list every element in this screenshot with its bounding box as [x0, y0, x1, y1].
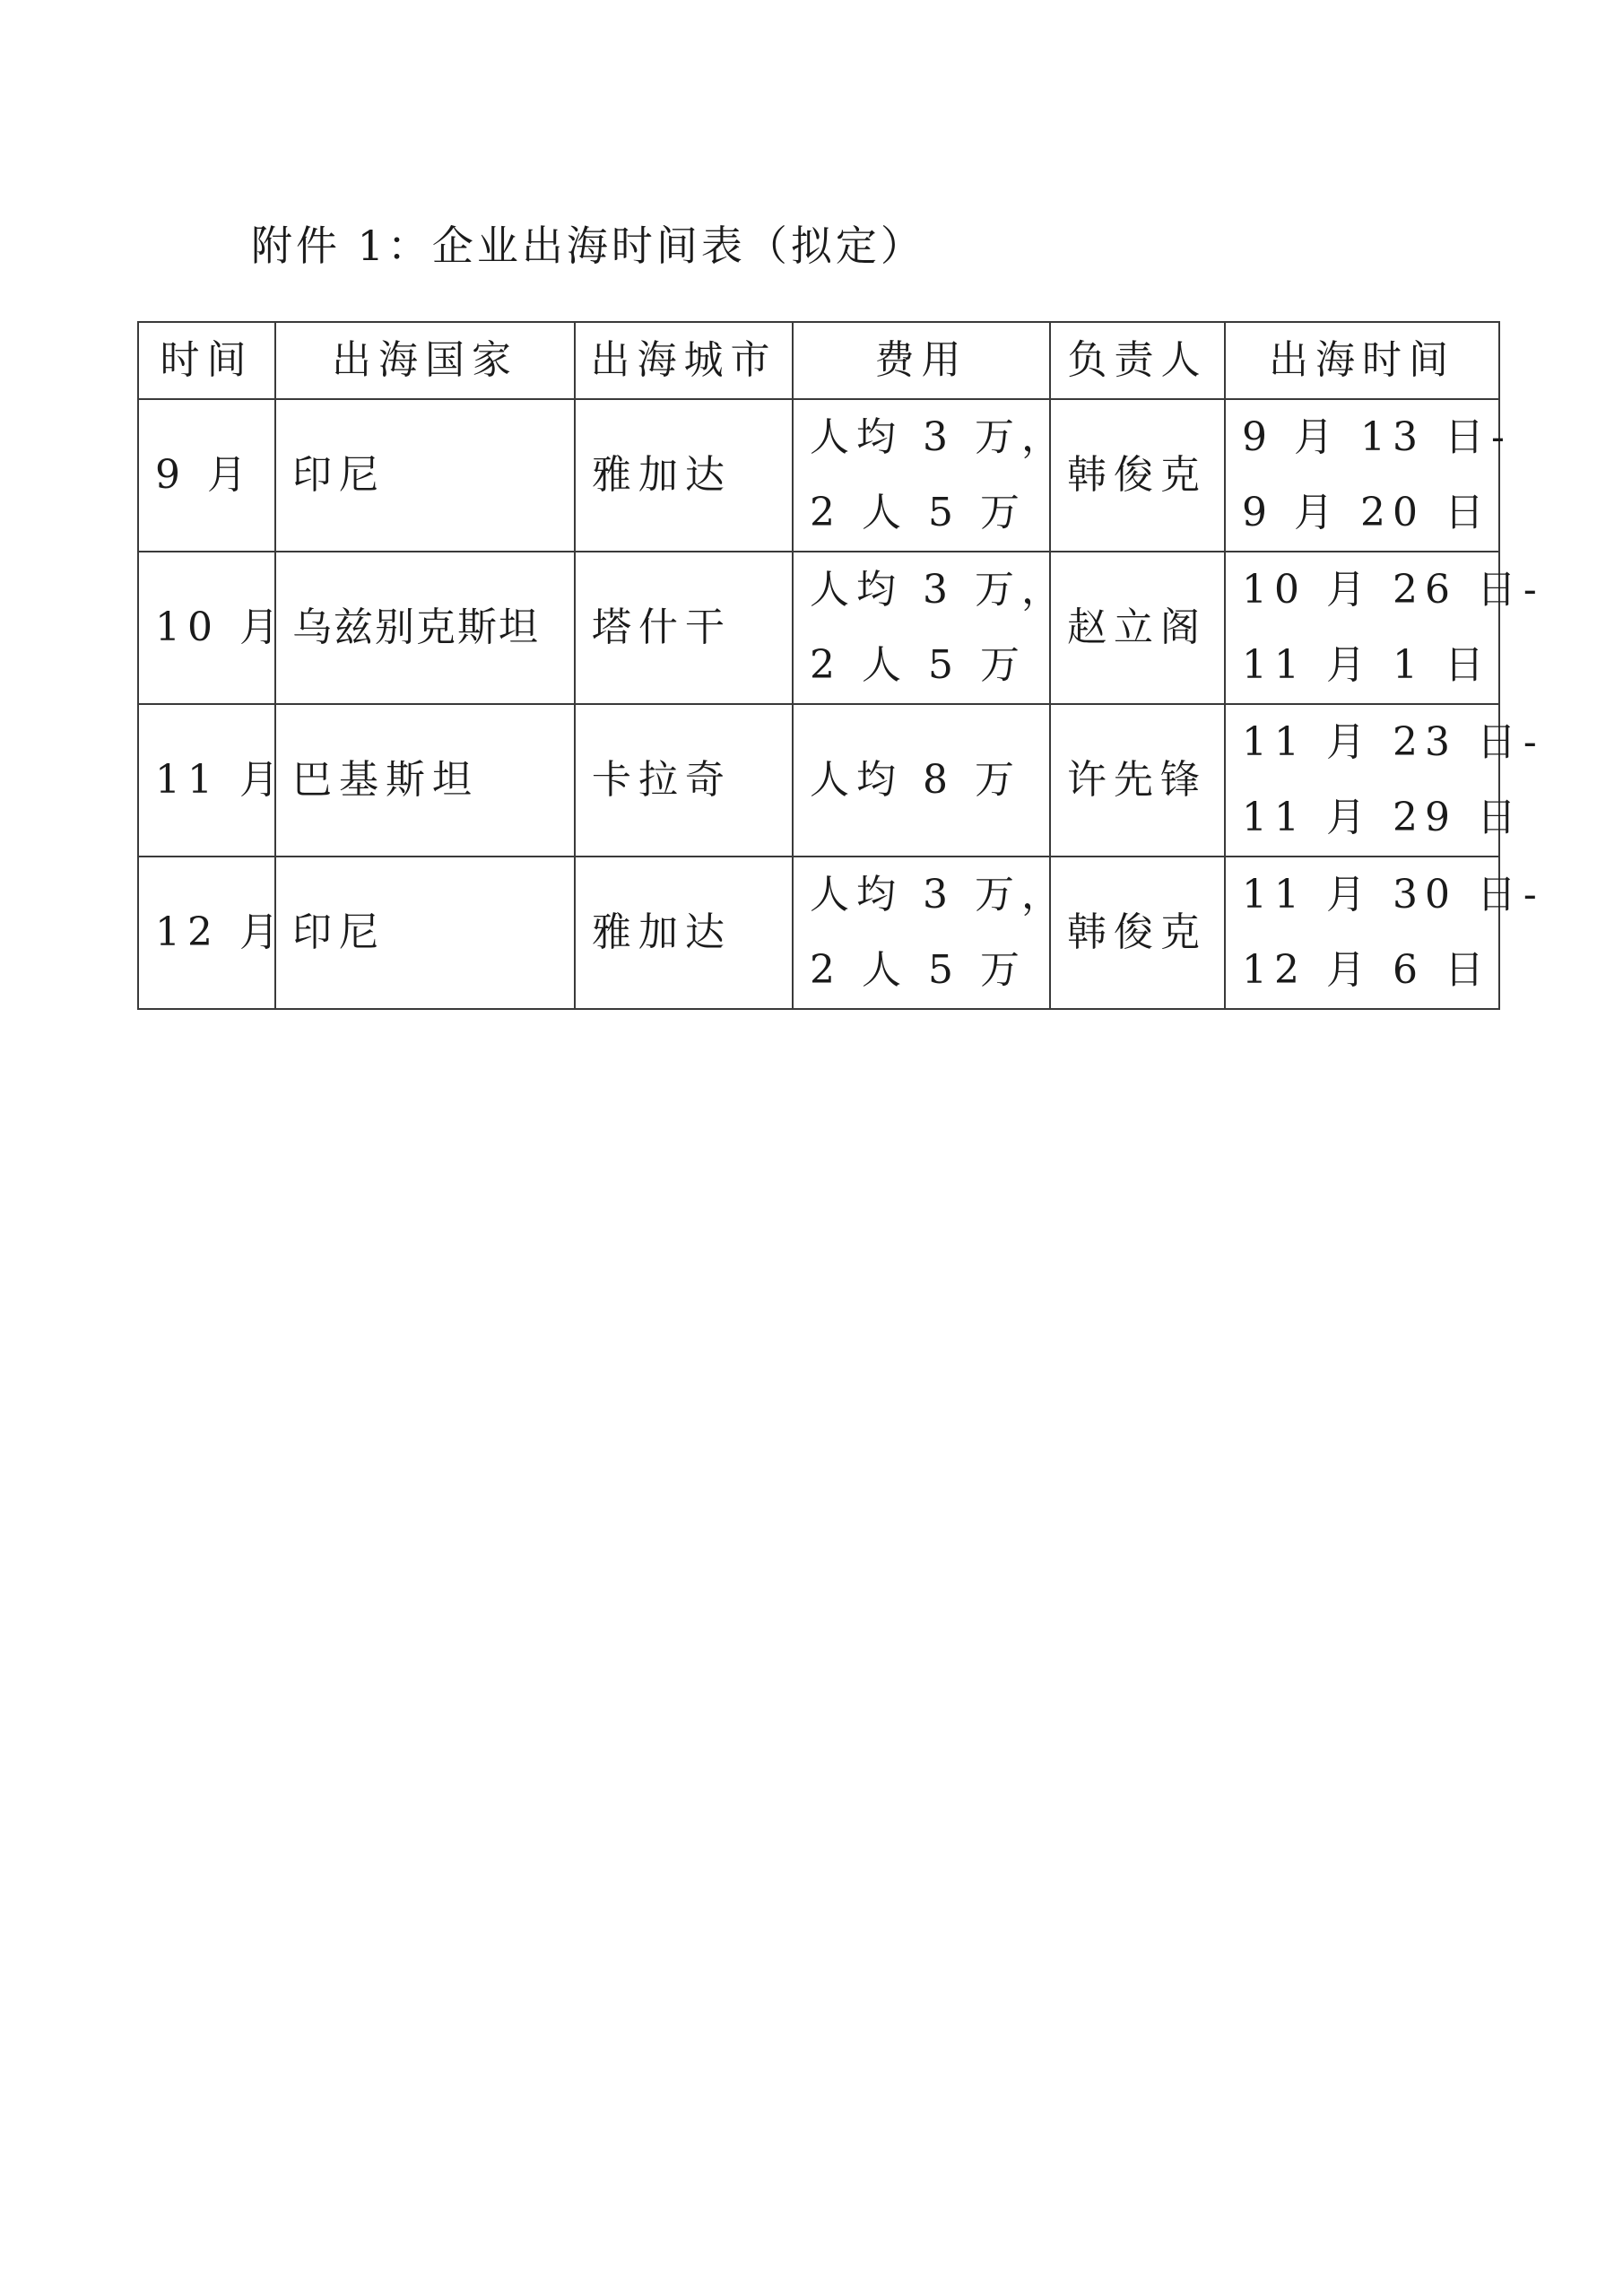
- cell-cost-line: 2 人 5 万: [810, 490, 1027, 535]
- cell-cost-line: 人均 3 万，: [810, 414, 1068, 460]
- cell-cost-line: 人均 8 万: [810, 757, 1021, 803]
- cell-person: 许先锋: [1050, 704, 1225, 857]
- cell-dates-line: 11 月 29 日: [1242, 795, 1523, 840]
- header-dates: 出海时间: [1225, 322, 1499, 399]
- cell-dates-line: 11 月 30 日-: [1242, 872, 1544, 918]
- table-row: [138, 399, 1499, 552]
- cell-country: 印尼: [275, 399, 575, 552]
- page-title: 附件 1：企业出海时间表（拟定）: [251, 222, 925, 270]
- cell-country: 巴基斯坦: [275, 704, 575, 857]
- cell-cost: [793, 857, 1068, 1009]
- cell-cost-line: 人均 3 万，: [810, 567, 1068, 613]
- cell-city: 雅加达: [575, 399, 793, 552]
- cell-dates: [1225, 704, 1544, 857]
- cell-month: 12 月: [138, 857, 275, 1009]
- table-row: [138, 552, 1499, 704]
- header-cost: 费用: [793, 322, 1050, 399]
- cell-city: 塔什干: [575, 552, 793, 704]
- cell-city: 雅加达: [575, 857, 793, 1009]
- table-header-row: [138, 322, 1499, 399]
- cell-city: 卡拉奇: [575, 704, 793, 857]
- cell-month: 9 月: [138, 399, 275, 552]
- cell-dates: [1225, 399, 1512, 552]
- cell-dates: [1225, 857, 1544, 1009]
- cell-cost-line: 人均 3 万，: [810, 872, 1068, 918]
- cell-dates-line: 11 月 23 日-: [1242, 719, 1544, 765]
- cell-dates-line: 9 月 20 日: [1242, 490, 1491, 535]
- cell-dates-line: 10 月 26 日-: [1242, 567, 1544, 613]
- cell-cost-line: 2 人 5 万: [810, 947, 1027, 993]
- cell-dates-line: 9 月 13 日-: [1242, 414, 1512, 460]
- cell-country: 乌兹别克斯坦: [275, 552, 575, 704]
- table-row: [138, 704, 1499, 857]
- header-country: 出海国家: [275, 322, 575, 399]
- schedule-table: [137, 321, 1544, 1010]
- cell-cost-line: 2 人 5 万: [810, 642, 1027, 688]
- cell-person: 韩俊克: [1050, 399, 1225, 552]
- header-person: 负责人: [1050, 322, 1225, 399]
- cell-month: 10 月: [138, 552, 275, 704]
- cell-cost: [793, 552, 1068, 704]
- cell-dates-line: 11 月 1 日: [1242, 642, 1491, 688]
- cell-dates-line: 12 月 6 日: [1242, 947, 1491, 993]
- cell-dates: [1225, 552, 1544, 704]
- cell-cost: [793, 704, 1050, 857]
- cell-month: 11 月: [138, 704, 275, 857]
- cell-person: 韩俊克: [1050, 857, 1225, 1009]
- cell-person: 赵立阁: [1050, 552, 1225, 704]
- header-city: 出海城市: [575, 322, 793, 399]
- table-row: [138, 857, 1499, 1009]
- cell-cost: [793, 399, 1068, 552]
- header-time: 时间: [138, 322, 275, 399]
- cell-country: 印尼: [275, 857, 575, 1009]
